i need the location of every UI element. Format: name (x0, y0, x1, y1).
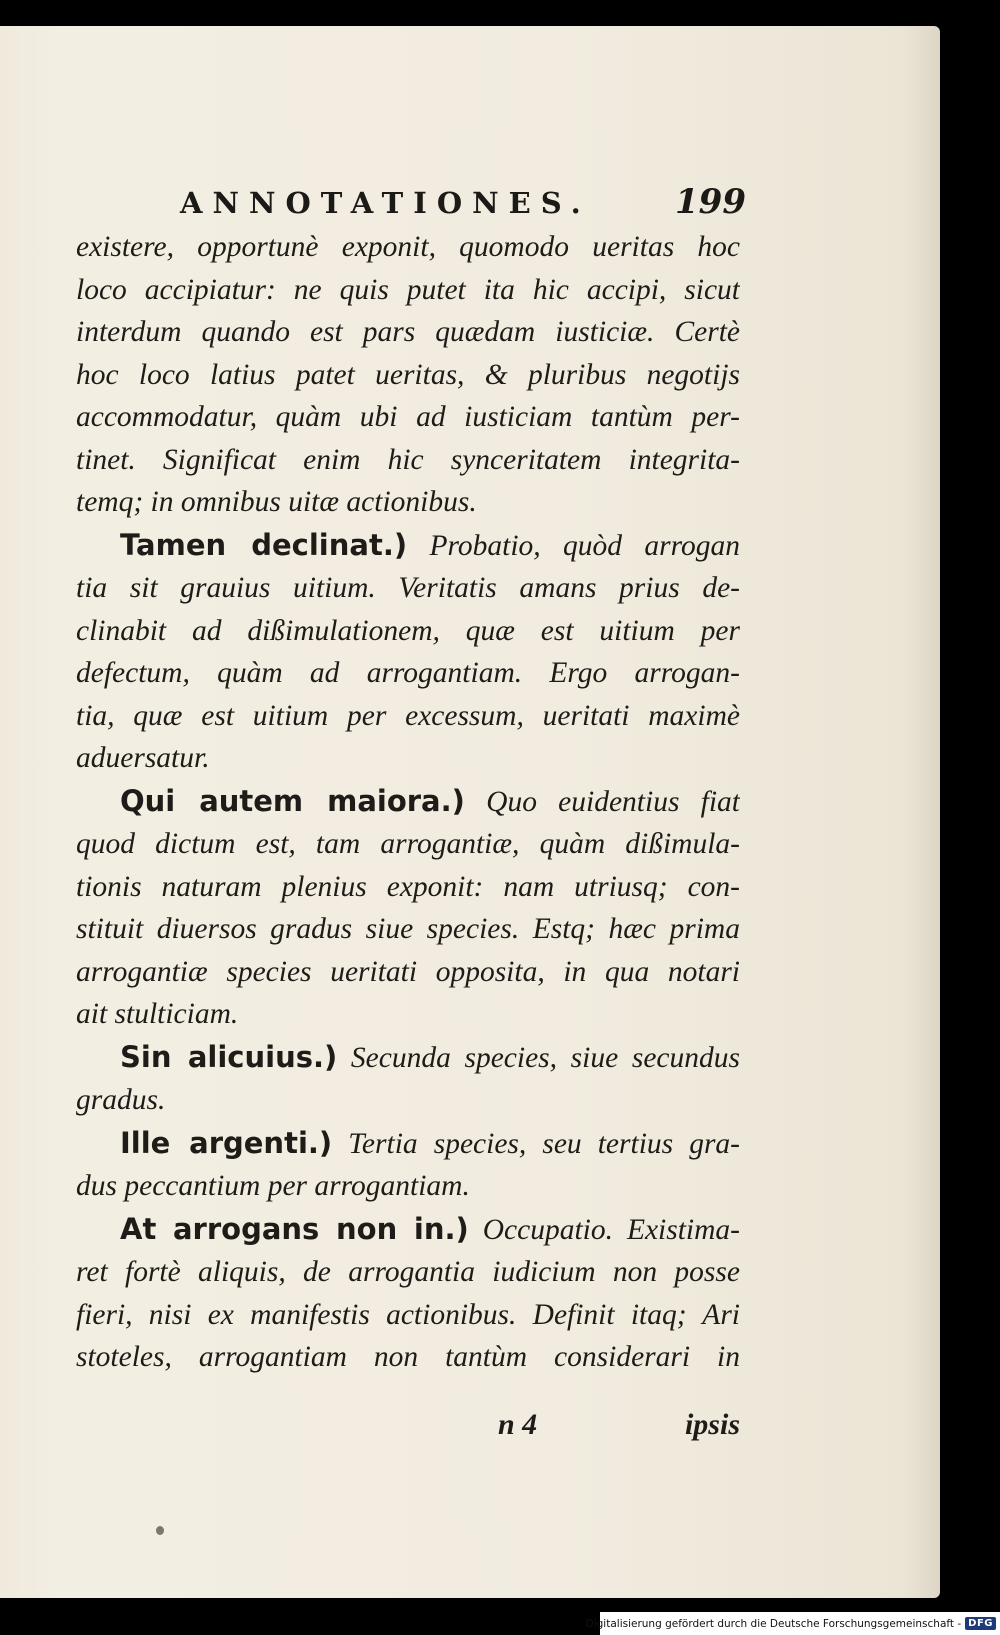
credit-text: Digitalisierung gefördert durch die Deutsche Forschungsgemeinschaft - (585, 1617, 962, 1630)
signature-mark: n 4 (498, 1408, 538, 1441)
lemma: Ille argenti.) (120, 1125, 333, 1160)
text-line: interdum quando est pars quædam iusticiæ. Certè (76, 316, 740, 348)
ink-speck (156, 1526, 164, 1535)
text-line: dus peccantium per arrogantiam. (76, 1170, 470, 1202)
text-line: temq; in omnibus uitæ actionibus. (76, 486, 477, 518)
text-line: aduersatur. (76, 742, 210, 774)
text-line: arrogantiæ species ueritati opposita, in qua notari (76, 955, 740, 988)
text-line: ret fortè aliquis, de arrogantia iudicium non posse (76, 1256, 740, 1288)
text-line: tia, quæ est uitium per excessum, ueritati maximè (76, 699, 740, 732)
text-line: loco accipiatur: ne quis putet ita hic accipi, sicut (76, 273, 740, 306)
dfg-logo: DFG (965, 1617, 996, 1630)
text-line: tia sit grauius uitium. Veritatis amans prius de- (76, 572, 740, 604)
page-number: 199 (675, 182, 746, 222)
text-line: tionis naturam plenius exponit: nam utriusq; con- (76, 870, 740, 903)
text-segment: Tertia species, seu tertius gra- (332, 1127, 740, 1160)
page-footer (460, 1404, 740, 1454)
text-segment: Probatio, quòd arrogan (407, 529, 740, 562)
text-line: quod dictum est, tam arrogantiæ, quàm dißimula- (76, 828, 740, 860)
text-line: hoc loco latius patet ueritas, & pluribus negotijs (76, 358, 740, 391)
text-line: ait stulticiam. (76, 998, 239, 1030)
lemma: Qui autem maiora.) (120, 783, 465, 818)
text-line: accommodatur, quàm ubi ad iusticiam tantùm per- (76, 401, 740, 433)
text-line: fieri, nisi ex manifestis actionibus. Definit itaq; Ari (76, 1298, 740, 1331)
text-line: existere, opportunè exponit, quomodo ueritas hoc (76, 231, 740, 263)
lemma-line (76, 524, 740, 568)
text-line: gradus. (76, 1084, 166, 1116)
lemma-line (76, 780, 740, 824)
text-segment: Quo euidentius fiat (464, 785, 740, 818)
commentary-text (76, 226, 740, 1379)
text-line: clinabit ad dißimulationem, quæ est uitium per (76, 614, 740, 647)
text-line: tinet. Significat enim hic synceritatem integrita- (76, 443, 740, 476)
text-line: stituit diuersos gradus siue species. Estq; hæc prima (76, 913, 740, 945)
text-line: defectum, quàm ad arrogantiam. Ergo arrogan- (76, 657, 740, 689)
lemma: At arrogans non in.) (120, 1211, 469, 1246)
digitization-credit (585, 1612, 1000, 1635)
lemma: Sin alicuius.) (120, 1039, 338, 1074)
running-head: ANNOTATIONES. (180, 186, 591, 220)
lemma-line (76, 1208, 740, 1252)
text-segment: Secunda species, siue secundus (337, 1041, 740, 1074)
catchword: ipsis (684, 1408, 740, 1441)
text-line: stoteles, arrogantiam non tantùm considerari in (76, 1341, 740, 1373)
lemma-line (76, 1036, 740, 1080)
text-segment: Occupatio. Existima- (468, 1213, 740, 1246)
lemma-line (76, 1122, 740, 1166)
book-page (0, 26, 940, 1598)
lemma: Tamen declinat.) (120, 527, 408, 562)
